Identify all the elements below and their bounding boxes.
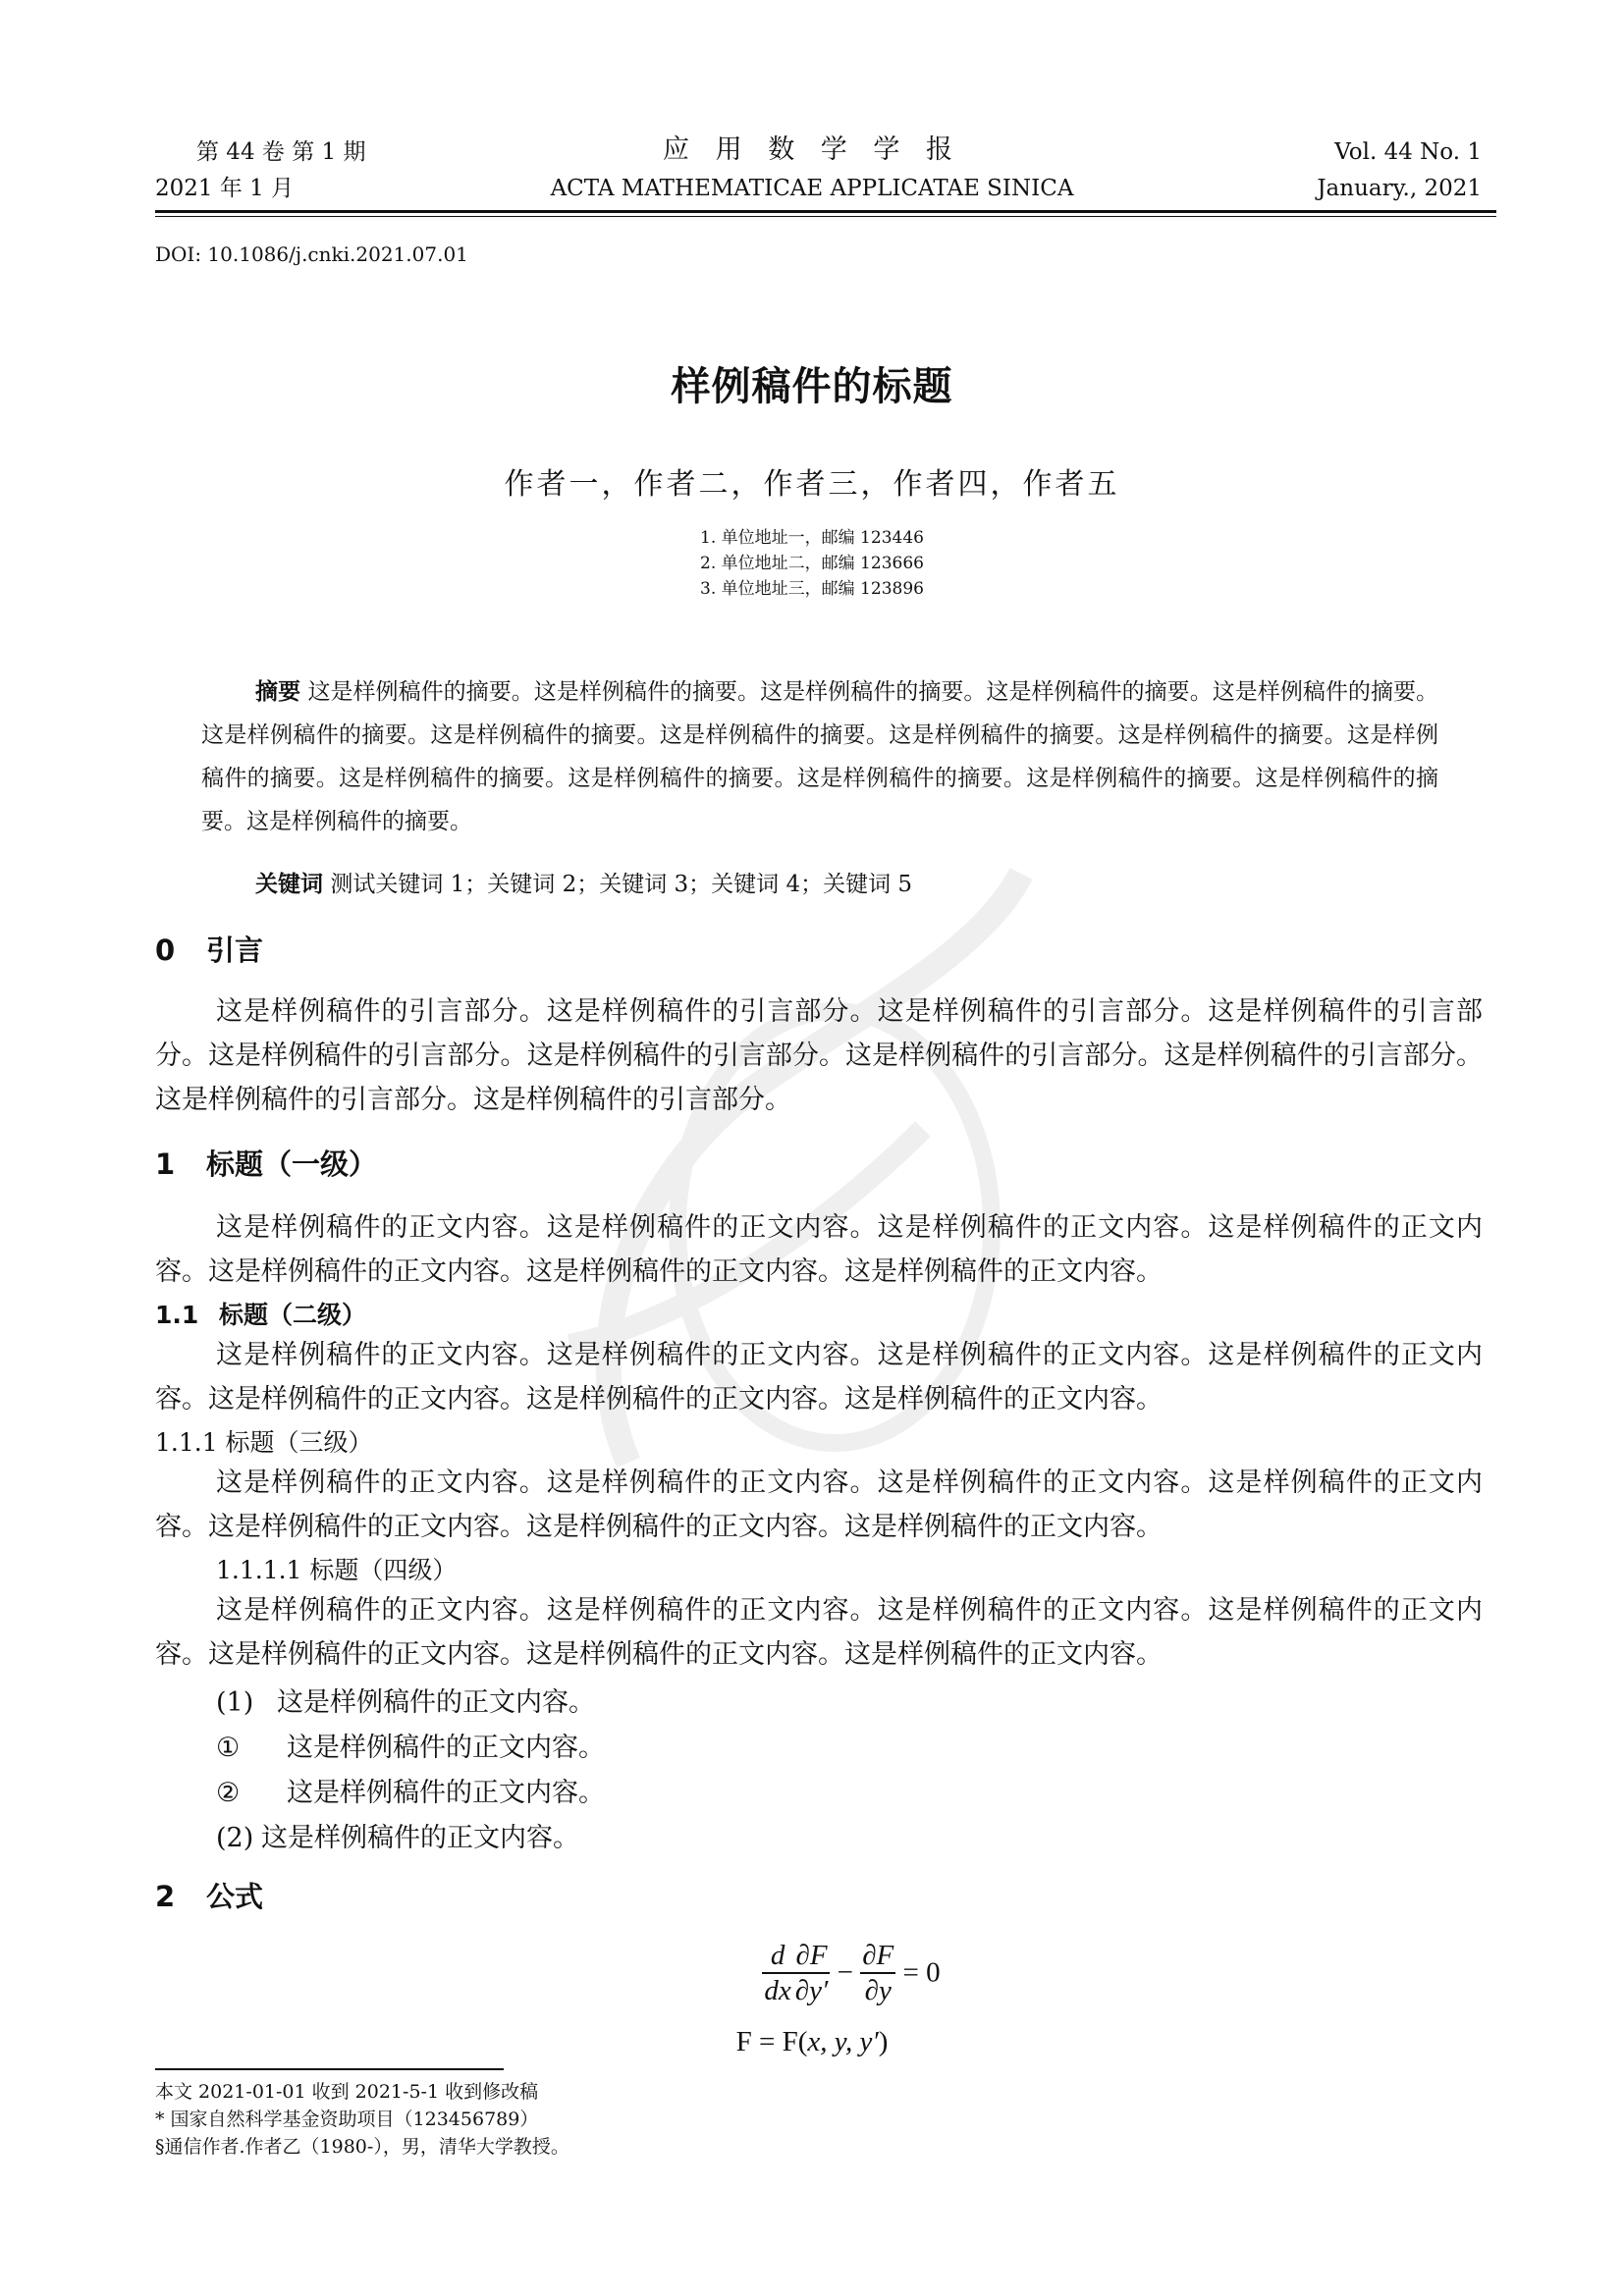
journal-volume: 第 44 卷 第 1 期 (196, 139, 366, 165)
list-item: (2) 这是样例稿件的正文内容。 (216, 1823, 579, 1853)
affiliation-3: 3. 单位地址三，邮编 123896 (700, 579, 924, 599)
abstract-text: 这是样例稿件的摘要。这是样例稿件的摘要。这是样例稿件的摘要。这是样例稿件的摘要。这是样例稿件的摘要。这是样例稿件的摘要。这是样例稿件的摘要。这是样例稿件的摘要。这是样例稿件的摘要。这是样例稿件的摘要。这是样例稿件的摘要。这是样例稿件的摘要。这是样例稿件的摘要。这是样例稿件的摘要。这是样例稿件的摘要。这是样例稿件的摘要。这是样例稿件的摘要。 (201, 679, 1439, 834)
header-rule (155, 210, 1496, 213)
footnote-corresponding-author: §通信作者.作者乙（1980-），男，清华大学教授。 (155, 2136, 569, 2158)
doi: DOI: 10.1086/j.cnki.2021.07.01 (155, 242, 468, 266)
section-heading-1-1-1-1: 1.1.1.1 标题（四级） (216, 1556, 458, 1584)
list-item: ① 这是样例稿件的正文内容。 (216, 1733, 605, 1763)
section-heading-0: 0 引言 (155, 934, 264, 967)
section-heading-1-1-1: 1.1.1 标题（三级） (155, 1428, 373, 1457)
section-1-1-paragraph: 这是样例稿件的正文内容。这是样例稿件的正文内容。这是样例稿件的正文内容。这是样例稿件的正文内容。这是样例稿件的正文内容。这是样例稿件的正文内容。这是样例稿件的正文内容。 (155, 1340, 1483, 1415)
journal-vol-en: Vol. 44 No. 1 (1334, 139, 1482, 165)
equation-euler-lagrange: $\frac{d}{dx}$ $\frac{\partial F}{\partial y'}$ − $\frac{\partial F}{\partial y}$ = 0 (764, 1940, 941, 2006)
section-heading-1: 1 标题（一级） (155, 1148, 378, 1181)
paper-title: 样例稿件的标题 (671, 364, 953, 409)
journal-title-cn: 应 用 数 学 学 报 (663, 134, 961, 165)
equation-function-def: F = F(x, y, y′) (735, 2026, 889, 2057)
footnote-rule (155, 2068, 504, 2070)
section-1-paragraph: 这是样例稿件的正文内容。这是样例稿件的正文内容。这是样例稿件的正文内容。这是样例稿件的正文内容。这是样例稿件的正文内容。这是样例稿件的正文内容。这是样例稿件的正文内容。 (155, 1212, 1483, 1287)
keywords-text: 测试关键词 1；关键词 2；关键词 3；关键词 4；关键词 5 (330, 872, 913, 897)
abstract-label: 摘要 (255, 679, 301, 705)
list-item: (1) 这是样例稿件的正文内容。 (216, 1687, 595, 1718)
header-rule-thin (155, 216, 1496, 217)
section-1-1-1-paragraph: 这是样例稿件的正文内容。这是样例稿件的正文内容。这是样例稿件的正文内容。这是样例稿件的正文内容。这是样例稿件的正文内容。这是样例稿件的正文内容。这是样例稿件的正文内容。 (155, 1468, 1483, 1542)
abstract (201, 670, 1438, 843)
journal-date: 2021 年 1 月 (155, 176, 295, 201)
footnote-funding: * 国家自然科学基金资助项目（123456789） (155, 2109, 539, 2130)
journal-date-en: January., 2021 (1317, 176, 1482, 201)
affiliation-2: 2. 单位地址二，邮编 123666 (700, 554, 924, 573)
affiliation-1: 1. 单位地址一，邮编 123446 (700, 528, 924, 548)
journal-title-en: ACTA MATHEMATICAE APPLICATAE SINICA (550, 176, 1074, 201)
intro-paragraph: 这是样例稿件的引言部分。这是样例稿件的引言部分。这是样例稿件的引言部分。这是样例稿件的引言部分。这是样例稿件的引言部分。这是样例稿件的引言部分。这是样例稿件的引言部分。这是样例稿件的引言部分。这是样例稿件的引言部分。这是样例稿件的引言部分。 (155, 996, 1483, 1115)
author-list: 作者一，作者二，作者三，作者四，作者五 (504, 467, 1120, 502)
footnote-received: 本文 2021-01-01 收到 2021-5-1 收到修改稿 (155, 2081, 539, 2103)
keywords (255, 866, 912, 898)
section-heading-2: 2 公式 (155, 1880, 264, 1913)
section-1-1-1-1-paragraph: 这是样例稿件的正文内容。这是样例稿件的正文内容。这是样例稿件的正文内容。这是样例稿件的正文内容。这是样例稿件的正文内容。这是样例稿件的正文内容。这是样例稿件的正文内容。 (155, 1595, 1483, 1670)
section-heading-1-1: 1.1 标题（二级） (155, 1301, 367, 1329)
list-item: ② 这是样例稿件的正文内容。 (216, 1778, 605, 1808)
keywords-label: 关键词 (255, 872, 323, 897)
